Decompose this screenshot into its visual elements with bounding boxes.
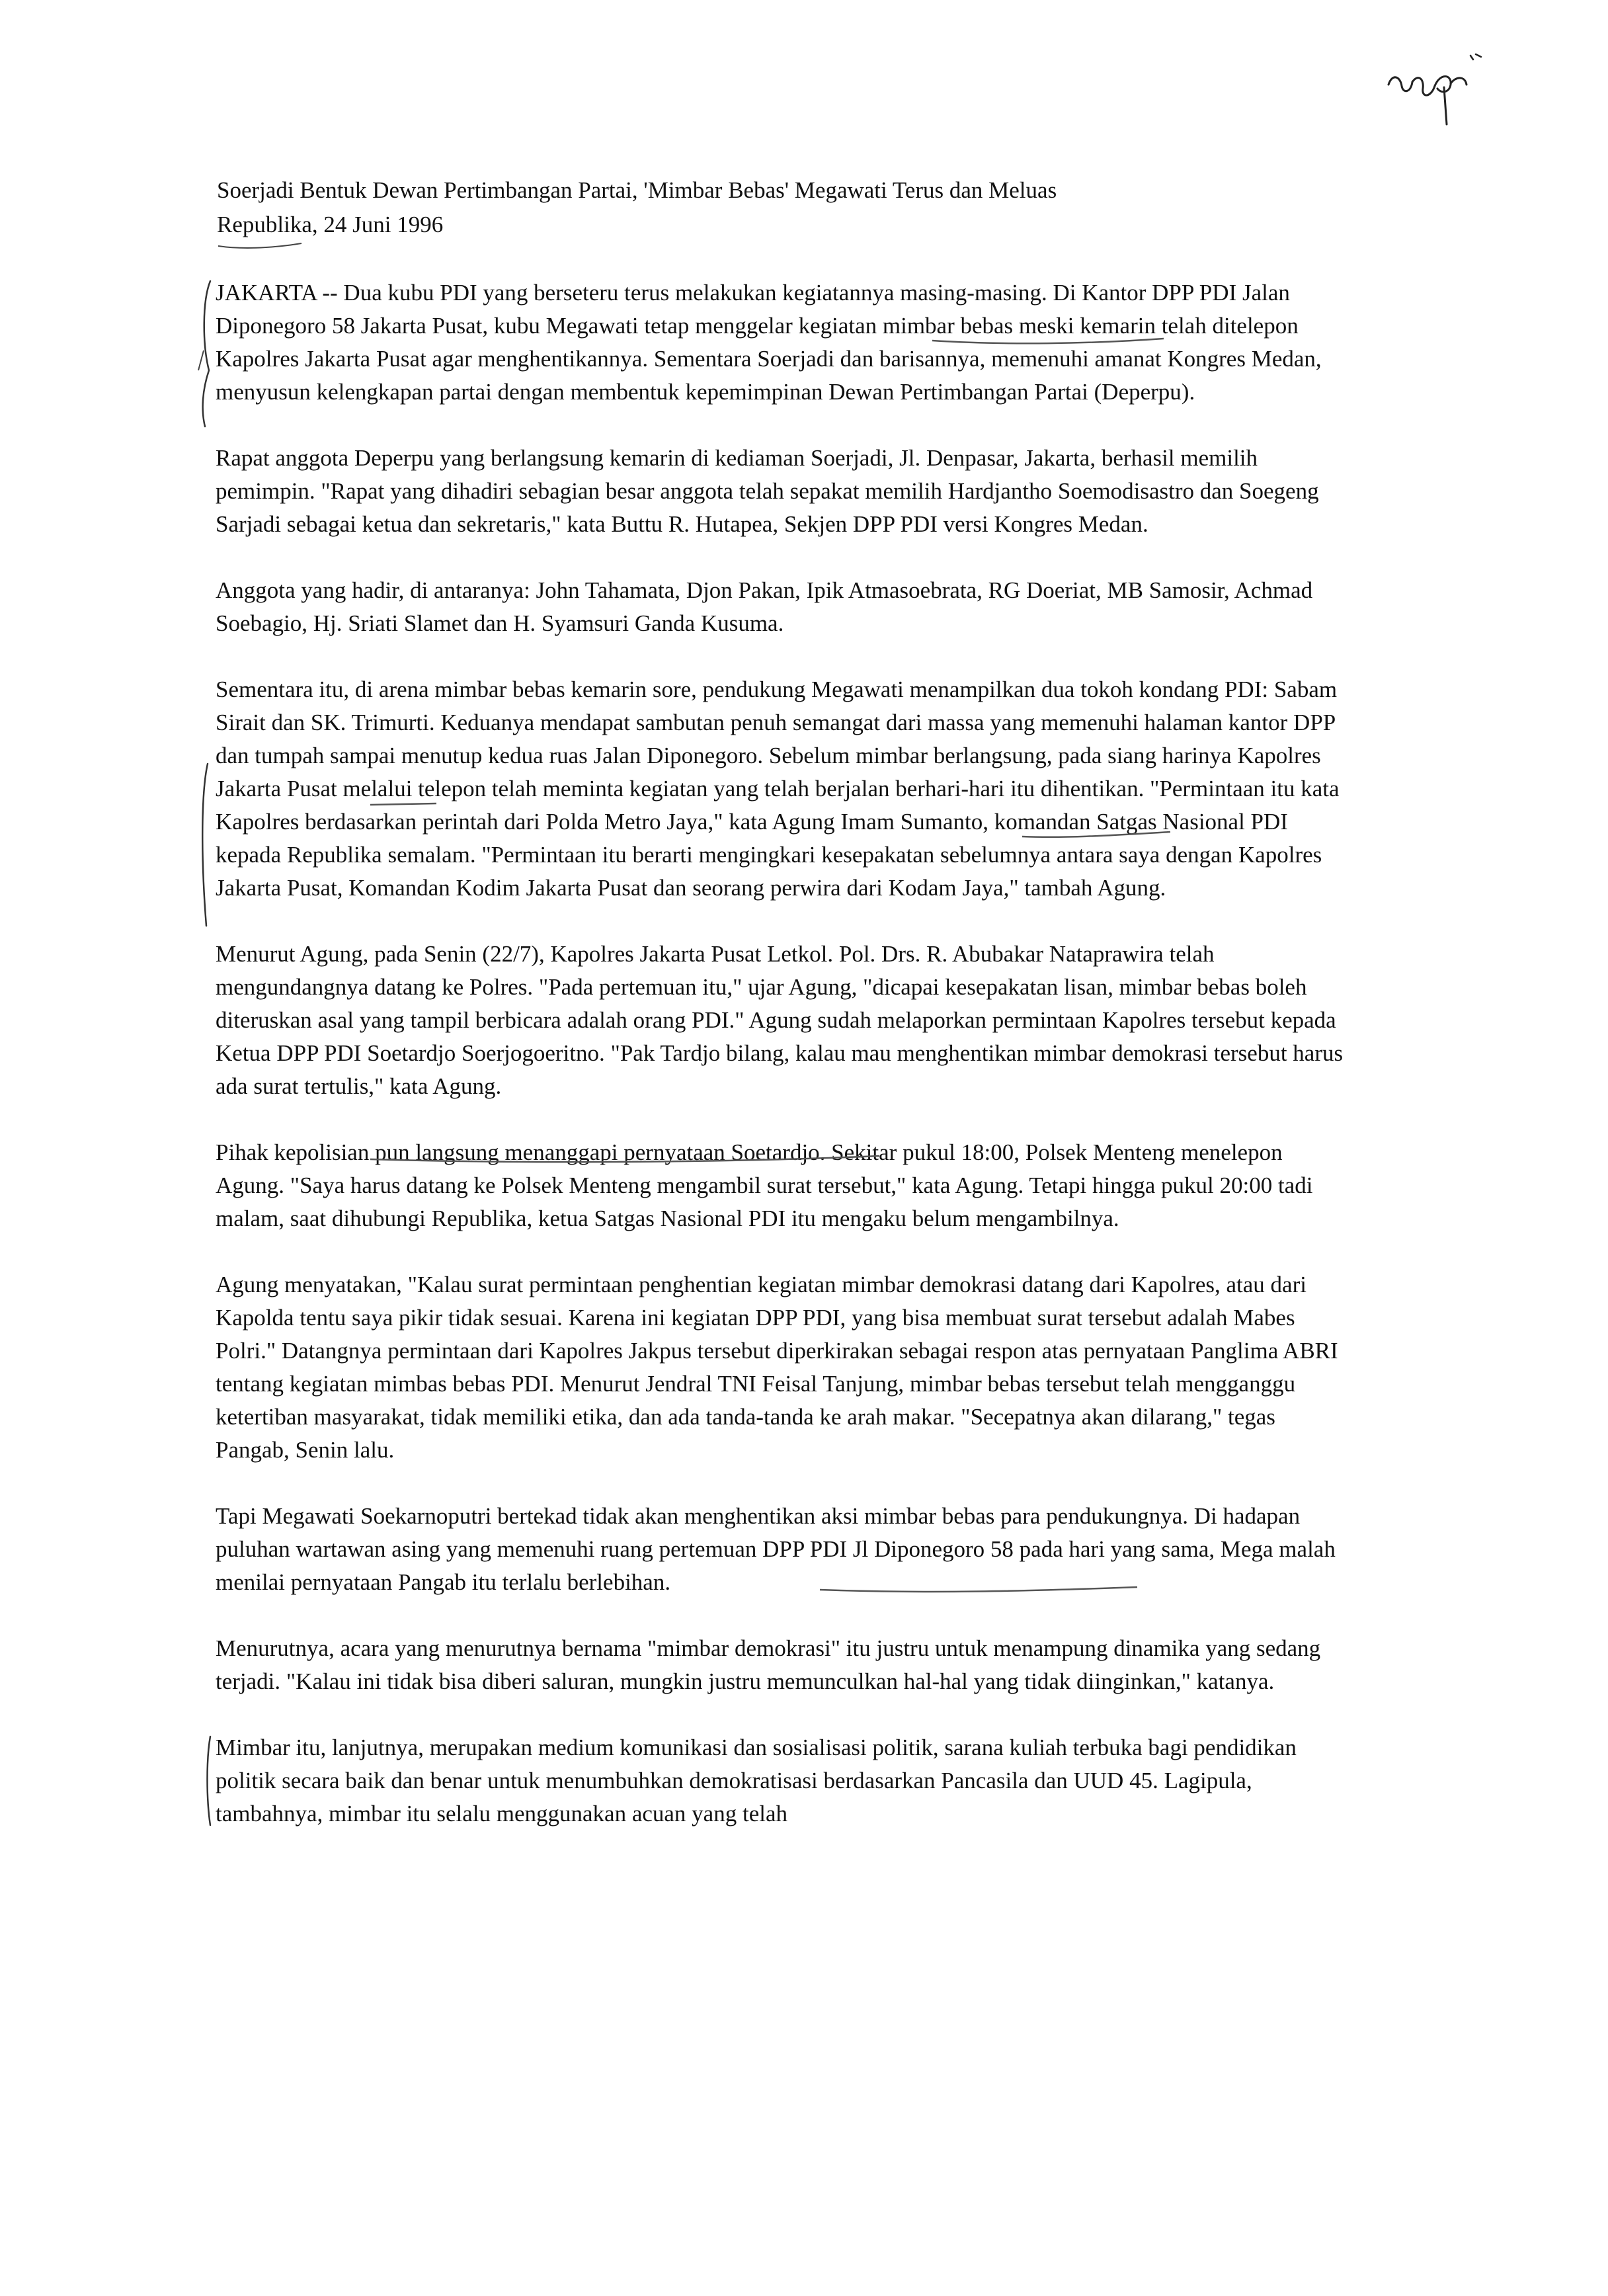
underline-source-date (218, 243, 302, 248)
paragraph-1: JAKARTA -- Dua kubu PDI yang berseteru terus melakukan kegiatannya masing-masing. Di Kantor DPP PDI Jalan Diponegoro 58 Jakarta Pusat, kubu Megawati tetap menggelar kegiatan mimbar bebas meski kemarin telah ditelepon Kapolres Jakarta Pusat agar menghentikannya. Sementara Soerjadi dan barisannya, memenuhi amanat Kongres Medan, menyusun kelengkapan partai dengan membentuk kepemimpinan Dewan Pertimbangan Partai (Deperpu). (216, 280, 1322, 405)
paragraph-3: Anggota yang hadir, di antaranya: John Tahamata, Djon Pakan, Ipik Atmasoebrata, RG Doeriat, MB Samosir, Achmad Soebagio, Hj. Sriati Slamet dan H. Syamsuri Ganda Kusuma. (216, 577, 1313, 636)
paragraph-2: Rapat anggota Deperpu yang berlangsung kemarin di kediaman Soerjadi, Jl. Denpasar, Jakarta, berhasil memilih pemimpin. "Rapat yang dihadiri sebagian besar anggota telah sepakat memilih Hardjantho Soemodisastro dan Soegeng Sarjadi sebagai ketua dan sekretaris," kata Buttu R. Hutapea, Sekjen DPP PDI versi Kongres Medan. (216, 445, 1319, 537)
article-body (216, 276, 1350, 1864)
margin-bracket-paragraph-8 (208, 1737, 211, 1825)
article-header (217, 173, 1473, 242)
margin-tick-paragraph-1 (198, 350, 204, 370)
margin-bracket-paragraph-4 (202, 764, 208, 926)
paragraph-5: Menurut Agung, pada Senin (22/7), Kapolres Jakarta Pusat Letkol. Pol. Drs. R. Abubakar Nataprawira telah mengundangnya datang ke Polres. "Pada pertemuan itu," ujar Agung, "dicapai kesepakatan lisan, mimbar bebas boleh diteruskan asal yang tampil berbicara adalah orang PDI." Agung sudah melaporkan permintaan Kapolres tersebut kepada Ketua DPP PDI Soetardjo Soerjogoeritno. "Pak Tardjo bilang, kalau mau menghentikan mimbar demokrasi tersebut harus ada surat tertulis," kata Agung. (216, 941, 1344, 1099)
article-source-date: Republika, 24 Juni 1996 (217, 212, 444, 237)
handwritten-initials-mark (1383, 46, 1482, 139)
paragraph-8: Tapi Megawati Soekarnoputri bertekad tidak akan menghentikan aksi mimbar bebas para pendukungnya. Di hadapan puluhan wartawan asing yang memenuhi ruang pertemuan DPP PDI Jl Diponegoro 58 pada hari yang sama, Mega malah menilai pernyataan Pangab itu terlalu berlebihan. (216, 1503, 1336, 1595)
paragraph-4: Sementara itu, di arena mimbar bebas kemarin sore, pendukung Megawati menampilkan dua tokoh kondang PDI: Sabam Sirait dan SK. Trimurti. Keduanya mendapat sambutan penuh semangat dari massa yang memenuhi halaman kantor DPP dan tumpah sampai menutup kedua ruas Jalan Diponegoro. Sebelum mimbar berlangsung, pada siang harinya Kapolres Jakarta Pusat melalui telepon telah meminta kegiatan yang telah berjalan berhari-hari itu dihentikan. "Permintaan itu kata Kapolres berdasarkan perintah dari Polda Metro Jaya," kata Agung Imam Sumanto, komandan Satgas Nasional PDI kepada Republika semalam. "Permintaan itu berarti mengingkari kesepakatan sebelumnya antara saya dengan Kapolres Jakarta Pusat, Komandan Kodim Jakarta Pusat dan seorang perwira dari Kodam Jaya," tambah Agung. (216, 676, 1340, 901)
paragraph-9: Menurutnya, acara yang menurutnya bernama "mimbar demokrasi" itu justru untuk menampung dinamika yang sedang terjadi. "Kalau ini tidak bisa diberi saluran, mungkin justru memunculkan hal-hal yang tidak diinginkan," katanya. (216, 1635, 1321, 1694)
paragraph-7: Agung menyatakan, "Kalau surat permintaan penghentian kegiatan mimbar demokrasi datang dari Kapolres, atau dari Kapolda tentu saya pikir tidak sesuai. Karena ini kegiatan DPP PDI, yang bisa membuat surat tersebut adalah Mabes Polri." Datangnya permintaan dari Kapolres Jakpus tersebut diperkirakan sebagai respon atas pernyataan Panglima ABRI tentang kegiatan mimbas bebas PDI. Menurut Jendral TNI Feisal Tanjung, mimbar bebas tersebut telah mengganggu ketertiban masyarakat, tidak memiliki etika, dan ada tanda-tanda ke arah makar. "Secepatnya akan dilarang," tegas Pangab, Senin lalu. (216, 1272, 1338, 1463)
paragraph-10: Mimbar itu, lanjutnya, merupakan medium komunikasi dan sosialisasi politik, sarana kuliah terbuka bagi pendidikan politik secara baik dan benar untuk menumbuhkan demokratisasi berdasarkan Pancasila dan UUD 45. Lagipula, tambahnya, mimbar itu selalu menggunakan acuan yang telah (216, 1735, 1297, 1826)
margin-bracket-paragraph-1 (203, 281, 210, 427)
article-title: Soerjadi Bentuk Dewan Pertimbangan Partai, 'Mimbar Bebas' Megawati Terus dan Meluas (217, 177, 1057, 203)
paragraph-6: Pihak kepolisian pun langsung menanggapi pernyataan Soetardjo. Sekitar pukul 18:00, Polsek Menteng menelepon Agung. "Saya harus datang ke Polsek Menteng mengambil surat tersebut," kata Agung. Tetapi hingga pukul 20:00 tadi malam, saat dihubungi Republika, ketua Satgas Nasional PDI itu mengaku belum mengambilnya. (216, 1139, 1313, 1231)
